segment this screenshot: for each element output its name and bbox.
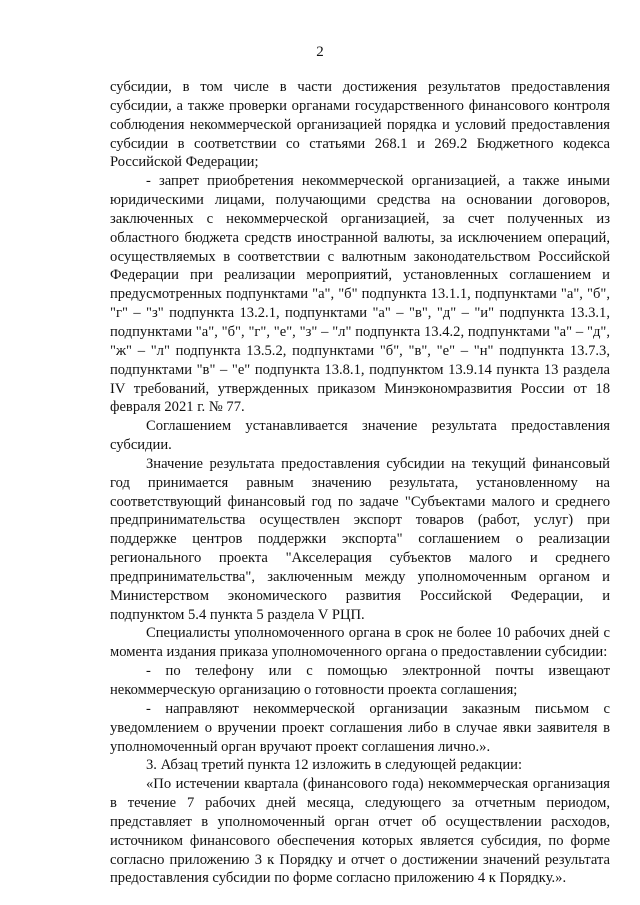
paragraph-send-mail: - направляют некоммерческой организации заказным письмом с уведомлением о вручении проект соглашения либо в случае явки заявителя в уполномоченный орган вручают проект соглашения лично.». <box>110 700 610 755</box>
page-number: 2 <box>316 44 324 60</box>
paragraph-result-value: Значение результата предоставления субсидии на текущий финансовый год принимается равным значению результата, установленному на соответствующий финансовый год по задаче "Субъектами малого и среднего предпринимательства осуществлен экспорт товаров (работ, услуг) при поддержке центров поддержки экспорта" соглашением о реализации регионального проекта "Акселерация субъектов малого и среднего предпринимательства", заключенным между уполномоченным органом и Министерством экономического развития Российской Федерации, и подпунктом 5.4 пункта 5 раздела V РЦП. <box>110 455 610 623</box>
paragraph-specialists: Специалисты уполномоченного органа в срок не более 10 рабочих дней с момента издания приказа уполномоченного органа о предоставлении субсидии: <box>110 625 610 661</box>
paragraph-notify-phone: - по телефону или с помощью электронной почты извещают некоммерческую организацию о готовности проекта соглашения; <box>110 663 610 698</box>
paragraph-amendment-heading: 3. Абзац третий пункта 12 изложить в следующей редакции: <box>146 757 523 774</box>
paragraph-report-quote: «По истечении квартала (финансового года) некоммерческая организация в течение 7 рабочих дней месяца, следующего за отчетным периодом, представляет в уполномоченный орган отчет об осуществлении расходов, источником финансового обеспечения которых является субсидия, по форме согласно приложению 3 к Порядку и отчет о достижении значений результата предоставления субсидии по форме согласно приложению 4 к Порядку.». <box>110 776 610 887</box>
paragraph-result-agreement: Соглашением устанавливается значение результата предоставления субсидии. <box>110 418 610 454</box>
document-body <box>110 78 610 888</box>
paragraph-continuation: субсидии, в том числе в части достижения результатов предоставления субсидии, а также проверки органами государственного финансового контроля соблюдения некоммерческой организацией порядка и условий предоставления субсидии в соответствии со статьями 268.1 и 269.2 Бюджетного кодекса Российской Федерации; <box>110 79 610 171</box>
paragraph-currency-ban: - запрет приобретения некоммерческой организацией, а также иными юридическими лицами, получающими средства на основании договоров, заключенных с некоммерческой организацией, за счет полученных из областного бюджета средств иностранной валюты, за исключением операций, осуществляемых в соответствии с валютным законодательством Российской Федерации при реализации мероприятий, установленных соглашением и предусмотренных подпунктами "а", "б" подпункта 13.1.1, подпунктами "а", "б", "г" – "з" подпункта 13.2.1, подпунктами "а" – "в", "д" – "и" подпункта 13.3.1, подпунктами "а", "б", "г", "е", "з" – "л" подпункта 13.4.2, подпунктами "а" – "д", "ж" – "л" подпункта 13.5.2, подпунктами "б", "в", "е" – "н" подпункта 13.7.3, подпунктами "в" – "е" подпункта 13.8.1, подпунктом 13.9.14 пункта 13 раздела IV требований, утвержденных приказом Минэкономразвития России от 18 февраля 2021 г. № 77. <box>110 173 610 416</box>
